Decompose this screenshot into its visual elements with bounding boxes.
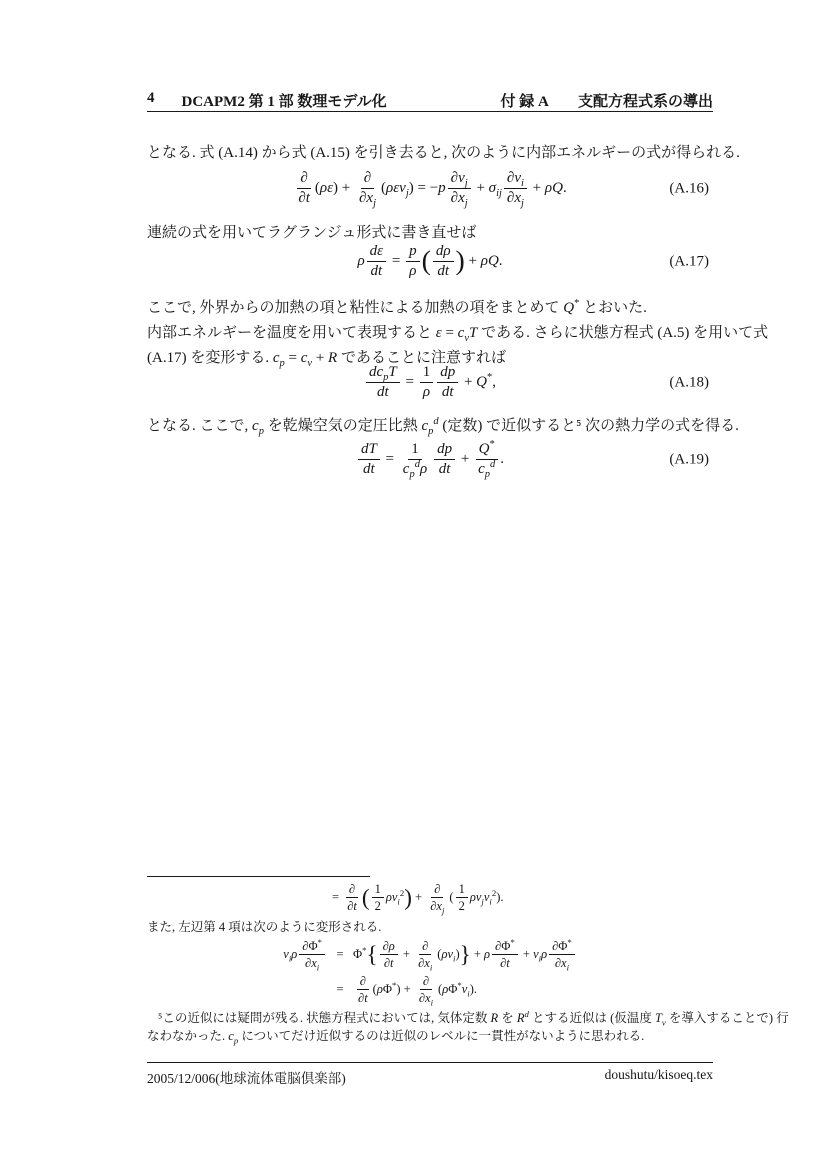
- header-left: [147, 90, 387, 111]
- equation-a16-math: $\frac{\partial}{\partial t}$ (ρε) + $\frac{\partial}{\partial x_j}$ (ρεv$_j$) = −p $\frac{\partial v_j}{\partial x_j}$ + $\sigma_{ij}$ $\frac{\partial v_i}{\partial x_j}$ + ρQ.: [298, 170, 567, 210]
- page-header: [147, 90, 713, 111]
- equation-label: (A.18): [669, 374, 709, 391]
- footer-rule: [147, 1062, 713, 1063]
- paragraph-line: 内部エネルギーを温度を用いて表現すると $\varepsilon = c_vT$ である. さらに状態方程式 (A.5) を用いて式: [147, 325, 769, 344]
- paragraph-line: 連続の式を用いてラグランジュ形式に書き直せば: [147, 225, 477, 241]
- equation-label: (A.17): [669, 253, 709, 270]
- paragraph-line: となる. 式 (A.14) から式 (A.15) を引き去ると, 次のように内部エネルギーの式が得られる.: [147, 145, 740, 161]
- footnote-5-line: ⁵この近似には疑問が残る. 状態方程式においては, 気体定数 R を $R^d$ とする近似は (仮温度 $T_v$ を導入することで) 行: [158, 1008, 789, 1028]
- equation-a18: [147, 364, 713, 402]
- equation-relation: =: [336, 947, 344, 962]
- header-part-title: DCAPM2 第 1 部 数理モデル化: [181, 94, 387, 110]
- equation-a19: [147, 441, 713, 479]
- equation-a18-math: $\frac{dc_pT}{dt}$ = $\frac{1}{\rho}$ $\frac{dp}{dt}$ + Q*,: [364, 374, 496, 390]
- footnote-5-line: なわなかった. $c_p$ についてだけ近似するのは近似のレベルに一貫性がないように思われる.: [147, 1029, 645, 1046]
- header-rule: [147, 111, 713, 112]
- equation-a19-math: $\frac{dT}{dt}$ = $\frac{1}{c_p^d\rho}$ $\frac{dp}{dt}$ + $\frac{Q^*}{c_p^d}$ .: [356, 451, 504, 467]
- header-appendix-title: 付 録 A 支配方程式系の導出: [500, 94, 713, 110]
- footnote-equation-continued: = $\frac{\partial}{\partial t}$ ( $\frac{1}{2}$ $\rho v_i^2$) + $\frac{\partial}{\partial x_j}$ ( $\frac{1}{2}$ $\rho v_jv_i^2$).: [332, 882, 504, 916]
- equation-a16: [147, 170, 713, 208]
- paragraph-line: (A.17) を変形する. $c_p = c_v + R$ であることに注意すれば: [147, 350, 506, 369]
- footnote-separator-rule: [147, 876, 370, 877]
- equation-label: (A.16): [669, 180, 709, 197]
- page-footer: [147, 1067, 713, 1087]
- footnote-equation-row: [147, 974, 713, 1006]
- paragraph-line: ここで, 外界からの加熱の項と粘性による加熱の項をまとめて Q* とおいた.: [147, 298, 647, 316]
- footnote-text: また, 左辺第 4 項は次のように変形される.: [147, 920, 382, 934]
- footnote-aligned-equations: [147, 936, 713, 1009]
- footnote-equation-row: [147, 936, 713, 973]
- footer-filename: doushutu/kisoeq.tex: [604, 1067, 713, 1082]
- equation-a17-math: ρ $\frac{d\varepsilon}{dt}$ = $\frac{p}{\rho}$ ( $\frac{d\rho}{dt}$ ) + ρQ.: [357, 243, 503, 280]
- equation-rhs: Φ*{ $\frac{\partial\rho}{\partial t}$ + $\frac{\partial}{\partial x_i}$ $(\rho v_i)\} + \rho$ $\frac{\partial\Phi^*}{\partial t}$ + $v_i\rho$ $\frac{\partial\Phi^*}{\partial x_i}$: [353, 939, 577, 971]
- equation-a17: [147, 243, 713, 281]
- equation-lhs: $v_i\rho$ $\frac{\partial\Phi^*}{\partial x_i}$: [147, 939, 327, 971]
- equation-rhs: $\frac{\partial}{\partial t}$ (ρΦ*) + $\frac{\partial}{\partial x_i}$ $(\rho\Phi^*v_i)$.: [358, 973, 478, 1008]
- equation-relation: =: [336, 982, 344, 997]
- equation-label: (A.19): [669, 451, 709, 468]
- paragraph-line: となる. ここで, $c_p$ を乾燥空気の定圧比熱 $c_p^d$ (定数) で近似すると⁵ 次の熱力学の式を得る.: [147, 416, 739, 437]
- page-number: 4: [147, 90, 155, 106]
- footer-credit: 2005/12/006(地球流体電脳倶楽部): [147, 1071, 346, 1086]
